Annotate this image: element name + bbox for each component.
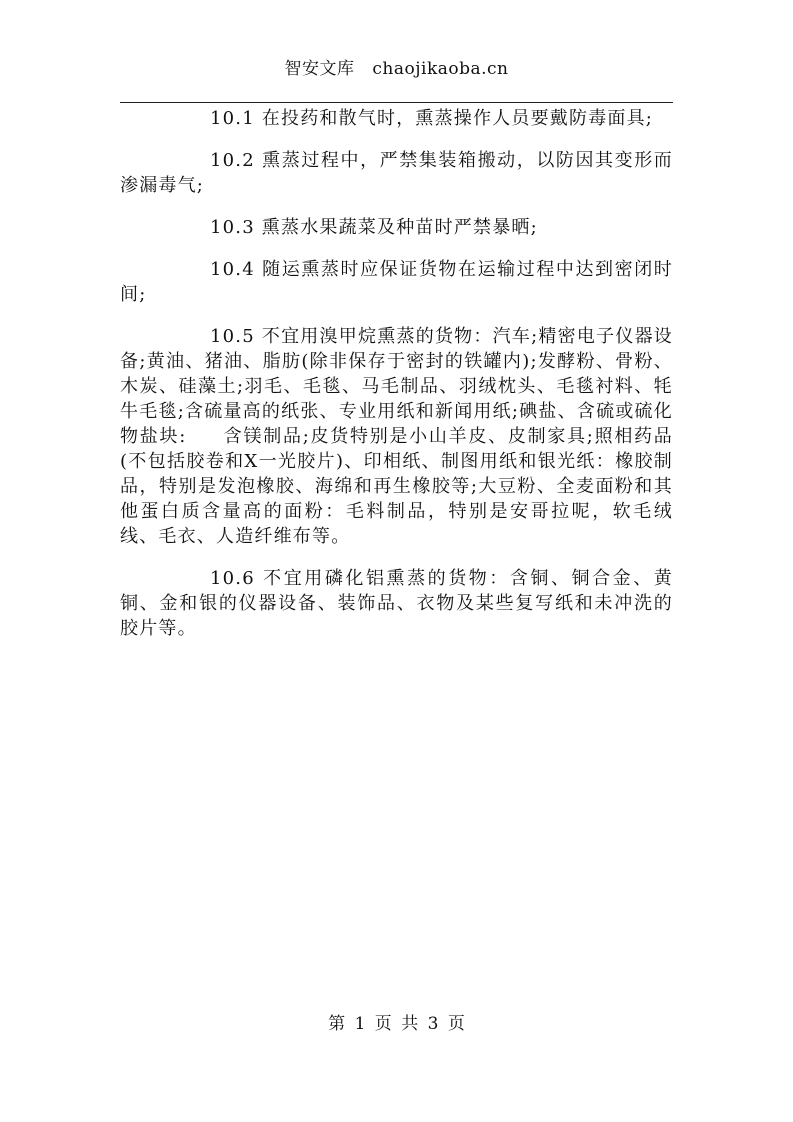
- paragraph-10-5: 10.5 不宜用溴甲烷熏蒸的货物：汽车;精密电子仪器设备;黄油、猪油、脂肪(除非保存于密封的铁罐内);发酵粉、骨粉、木炭、硅藻土;羽毛、毛毯、马毛制品、羽绒枕头、毛毯衬料、牦牛毛毯;含硫量高的纸张、专业用纸和新闻用纸;碘盐、含硫或硫化物盐块: 含镁制品;皮货特别是小山羊皮、皮制家具;照相药品(不包括胶卷和X一光胶片)、印相纸、制图用纸和银光纸：橡胶制品，特别是发泡橡胶、海绵和再生橡胶等;大豆粉、全麦面粉和其他蛋白质含量高的面粉：毛料制品，特别是安哥拉呢，软毛绒线、毛衣、人造纤维布等。: [120, 326, 673, 547]
- paragraph-10-2: 10.2 熏蒸过程中，严禁集装箱搬动，以防因其变形而渗漏毒气;: [120, 150, 673, 196]
- page-header: [0, 58, 793, 80]
- paragraph-10-1: 10.1 在投药和散气时，熏蒸操作人员要戴防毒面具;: [210, 108, 654, 129]
- paragraph-10-6: 10.6 不宜用磷化铝熏蒸的货物：含铜、铜合金、黄铜、金和银的仪器设备、装饰品、衣物及某些复写纸和未冲洗的胶片等。: [120, 568, 673, 639]
- header-divider: [120, 102, 673, 103]
- document-body: [120, 106, 673, 658]
- paragraph-10-3: 10.3 熏蒸水果蔬菜及种苗时严禁暴晒;: [210, 217, 538, 238]
- site-name: 智安文库: [284, 59, 355, 79]
- site-url: chaojikaoba.cn: [372, 59, 509, 79]
- page-number: 第 1 页 共 3 页: [328, 1014, 465, 1034]
- paragraph-10-4: 10.4 随运熏蒸时应保证货物在运输过程中达到密闭时间;: [120, 259, 673, 305]
- page-footer: [0, 1013, 793, 1035]
